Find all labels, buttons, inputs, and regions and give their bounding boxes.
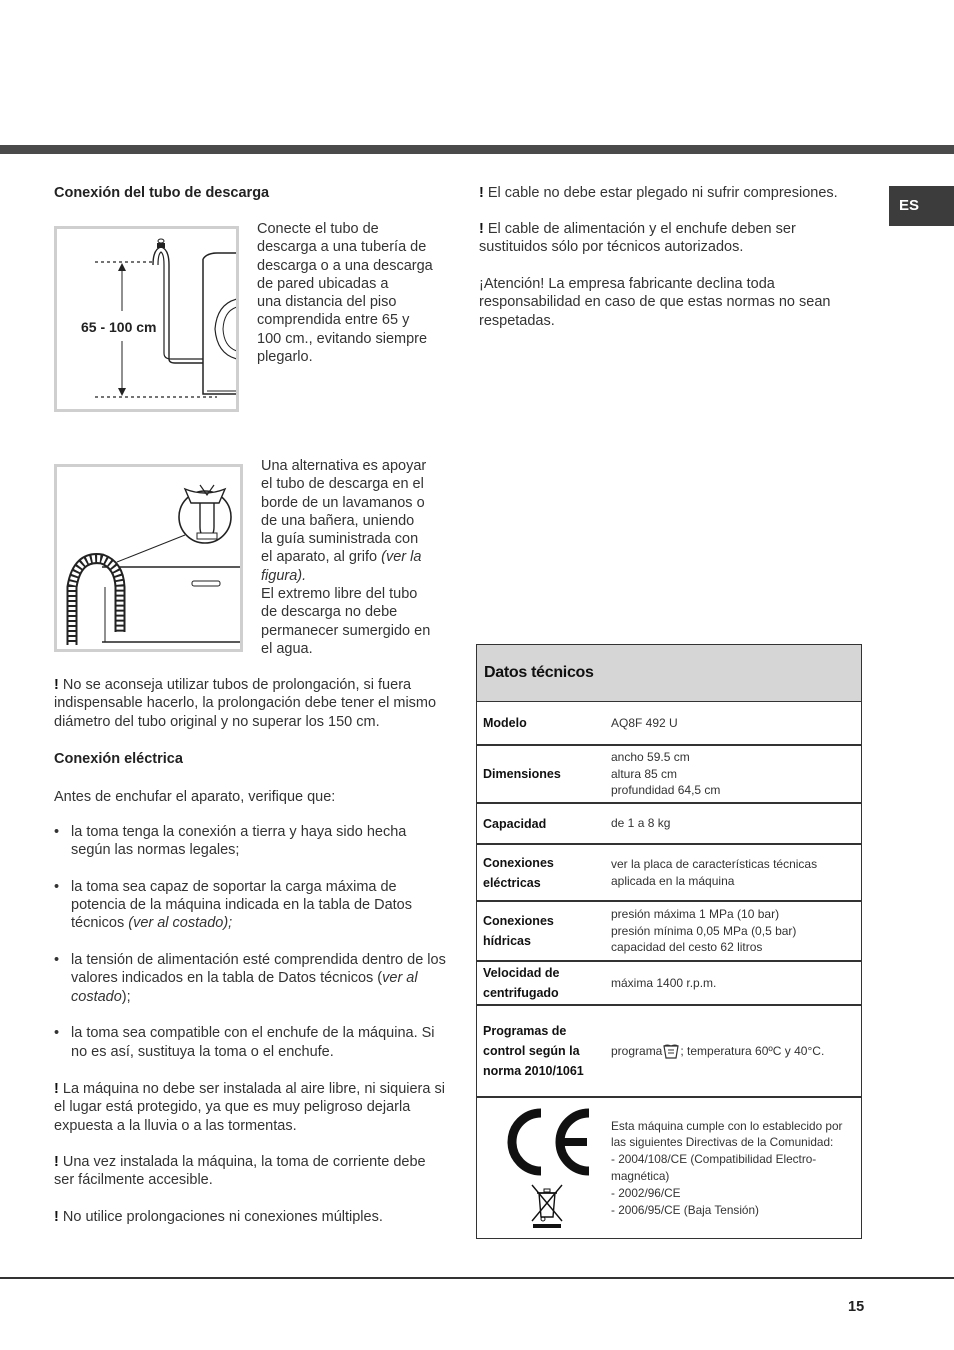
table-row [477, 1006, 861, 1098]
table-row [477, 804, 861, 845]
ce-marks-cell [477, 1098, 611, 1238]
extension-warning: ! No utilice prolongaciones ni conexiones múltiples. [54, 1209, 383, 1225]
weee-bin-icon [530, 1183, 564, 1229]
table-row [477, 845, 861, 902]
page-number: 15 [848, 1299, 865, 1315]
tech-table-title: Datos técnicos [477, 645, 861, 702]
row-key: Modelo [483, 716, 527, 730]
drain-hose-sink-illustration [57, 467, 240, 649]
drain-height-figure [54, 226, 239, 412]
row-value: de 1 a 8 kg [611, 816, 671, 831]
electric-checklist [54, 823, 446, 1079]
bottom-rule [0, 1277, 954, 1279]
compliance-text: Esta máquina cumple con lo establecido por las siguientes Directivas de la Comunidad: - 2004/108/CE (Compatibilidad Electro- magnética) - 2002/96/CE - 2006/95/CE (Baja Tensión) [611, 1118, 843, 1217]
list-item: • la toma sea compatible con el enchufe de la máquina. Si no es así, sustituya la toma o el enchufe. [54, 1024, 446, 1061]
row-value: presión máxima 1 MPa (10 bar) presión mínima 0,05 MPa (0,5 bar) capacidad del cesto 62 litros [611, 906, 797, 955]
row-value: programa ; temperatura 60ºC y 40°C. [611, 1043, 825, 1058]
liability-notice: ¡Atención! La empresa fabricante declina toda responsabilidad en caso de que estas normas no sean respetadas. [479, 276, 831, 329]
cable-warning: ! El cable no debe estar plegado ni sufrir compresiones. [479, 185, 838, 201]
list-item: • la toma tenga la conexión a tierra y haya sido hecha según las normas legales; [54, 823, 446, 860]
row-key: Conexiones eléctricas [483, 855, 554, 890]
tech-data-table [476, 644, 862, 1239]
row-value: ver la placa de características técnicas aplicada en la máquina [611, 856, 818, 888]
drain-sink-figure [54, 464, 243, 652]
table-row [477, 746, 861, 804]
drain-text-2: Una alternativa es apoyar el tubo de descarga en el borde de un lavamanos o de una bañera, uniendo la guía suministrada con el aparato, al grifo (ver la figura). El extremo libre del tubo de descarga no debe permanecer sumergido en el agua. [261, 458, 431, 657]
list-item: • la tensión de alimentación esté comprendida dentro de los valores indicados en la tabla de Datos técnicos (ver al costado); [54, 951, 446, 1006]
outdoor-warning: ! La máquina no debe ser instalada al aire libre, ni siquiera si el lugar está protegido, ya que es muy peligroso dejarla expuesta a la lluvia o a las tormentas. [54, 1081, 445, 1134]
list-item: • la toma sea capaz de soportar la carga máxima de potencia de la máquina indicada en la tabla de Datos técnicos (ver al costado); [54, 878, 446, 933]
row-value: máxima 1400 r.p.m. [611, 975, 717, 990]
height-range-label: 65 - 100 cm [81, 319, 157, 335]
row-key: Programas de control según la norma 2010/1061 [483, 1024, 584, 1078]
drain-text-1: Conecte el tubo de descarga a una tubería de descarga o a una descarga de pared ubicadas a una distancia del piso comprendida entre 65 y 100 cm., evitando siempre plegarlo. [257, 221, 433, 366]
electric-section-title: Conexión eléctrica [54, 751, 183, 767]
electric-intro: Antes de enchufar el aparato, verifique que: [54, 789, 336, 805]
table-row [477, 1098, 861, 1238]
drain-section-title: Conexión del tubo de descarga [54, 185, 270, 201]
ce-mark-icon [499, 1107, 595, 1177]
language-tab: ES [889, 186, 954, 226]
row-key: Velocidad de centrifugado [483, 966, 560, 1000]
table-row [477, 702, 861, 746]
row-key: Conexiones hídricas [483, 914, 554, 948]
row-key: Capacidad [483, 816, 547, 831]
row-value: AQ8F 492 U [611, 715, 678, 730]
row-value: ancho 59.5 cm altura 85 cm profundidad 64,5 cm [611, 749, 721, 798]
cable-replacement-warning: ! El cable de alimentación y el enchufe deben ser sustituidos sólo por técnicos autorizados. [479, 221, 796, 256]
table-row [477, 902, 861, 962]
program-tub-icon [663, 1043, 679, 1059]
drain-extension-warning: ! No se aconseja utilizar tubos de prolongación, si fuera indispensable hacerlo, la prolongación debe tener el mismo diámetro del tubo original y no superar los 150 cm. [54, 677, 437, 730]
table-row [477, 962, 861, 1006]
top-rule [0, 145, 954, 154]
row-key: Dimensiones [483, 767, 561, 781]
socket-access-warning: ! Una vez instalada la máquina, la toma de corriente debe ser fácilmente accesible. [54, 1154, 426, 1189]
